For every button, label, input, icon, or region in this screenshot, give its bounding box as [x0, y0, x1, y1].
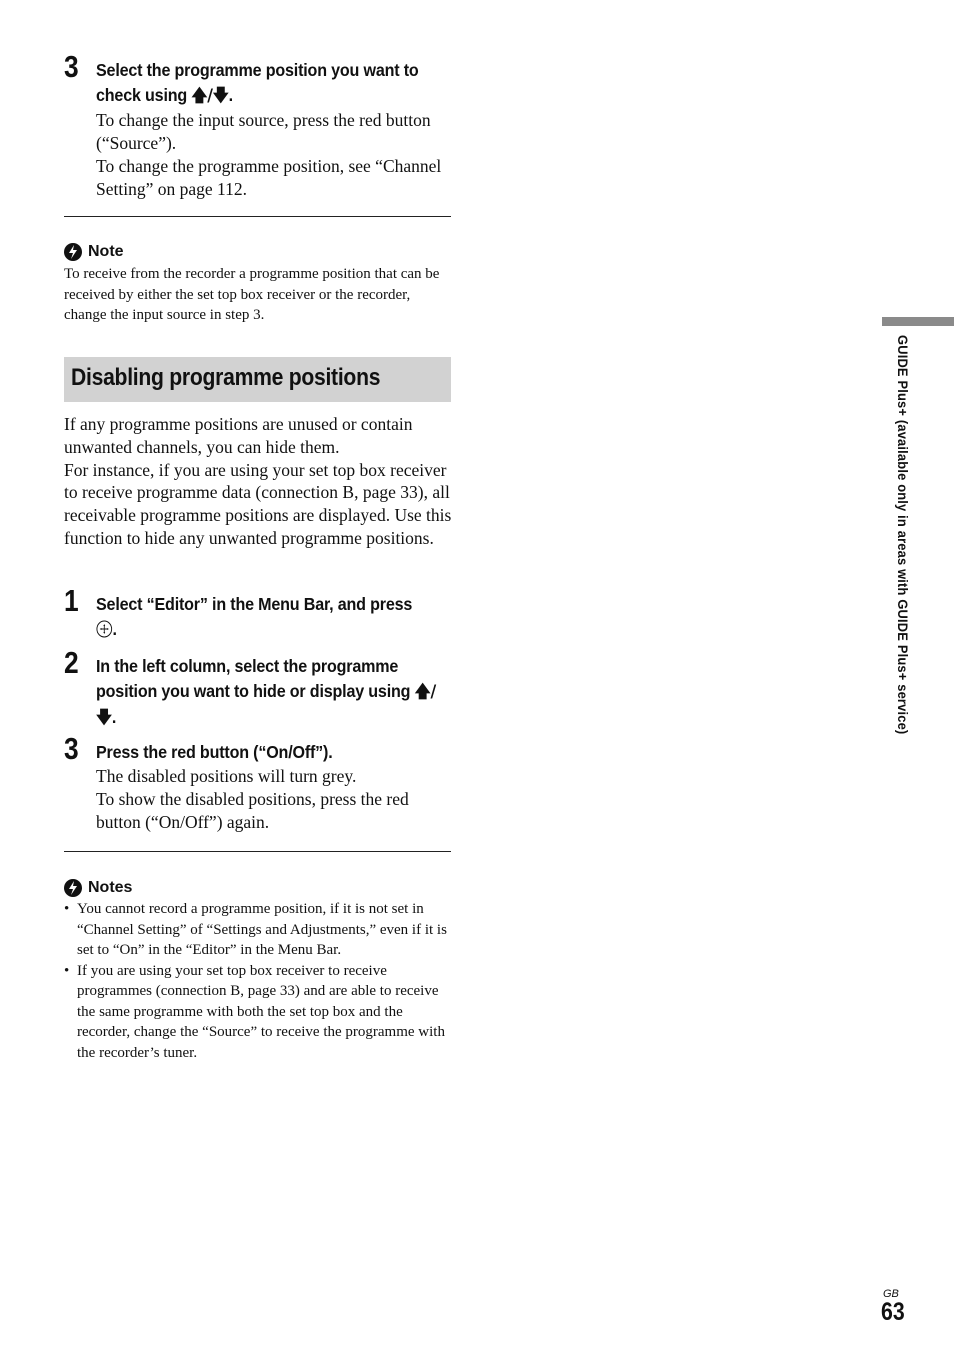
- note-heading: Note: [64, 243, 124, 261]
- language-code: GB: [883, 1288, 899, 1300]
- up-down-arrow-icon: 🡅/🡇: [96, 682, 437, 728]
- list-item: • If you are using your set top box receiver to receive programmes (connection B, page 33) and are able to receive the same programme with both the set top box and the recorder, change the “Source” to receive the programme with the recorder’s tuner.: [64, 961, 456, 1064]
- step-heading: Press the red button (“On/Off”).: [96, 742, 333, 762]
- section-intro: If any programme positions are unused or contain unwanted channels, you can hide them. For instance, if you are using your set top box receiver to receive programme data (connection B, page 33), all receivable programme positions are displayed. Use this function to hide any unwanted programme positions.: [64, 414, 452, 548]
- step-heading: Select “Editor” in the Menu Bar, and press .: [96, 594, 413, 639]
- note-icon: [64, 879, 82, 897]
- section-header: [64, 357, 451, 402]
- step-number: 2: [64, 645, 79, 680]
- note-text: To receive from the recorder a programme position that can be received by either the set top box receiver or the recorder, change the input source in step 3.: [64, 266, 440, 323]
- step-body: The disabled positions will turn grey. To show the disabled positions, press the red button (“On/Off”) again.: [96, 766, 409, 832]
- step-number: 1: [64, 583, 79, 618]
- side-tab-marker: [882, 317, 954, 326]
- note-icon: [64, 243, 82, 261]
- notes-heading: Notes: [64, 879, 132, 897]
- enter-button-icon: [96, 620, 113, 638]
- step-number: 3: [64, 731, 79, 766]
- step-3-red-button: [64, 731, 451, 834]
- step-2-select-position: [64, 645, 451, 731]
- step-3-select-position: [64, 49, 451, 201]
- step-heading: In the left column, select the programme position you want to hide or display using 🡅/🡇.: [96, 656, 437, 728]
- page-number: 63: [881, 1298, 905, 1326]
- section-title: Disabling programme positions: [71, 364, 381, 391]
- step-1-editor: [64, 583, 451, 642]
- up-down-arrow-icon: 🡅/🡇: [191, 86, 229, 106]
- notes-list: [64, 899, 456, 1063]
- list-item: • You cannot record a programme position, if it is not set in “Channel Setting” of “Settings and Adjustments,” even if it is set to “On” in the “Editor” in the Menu Bar.: [64, 899, 456, 961]
- step-body: To change the input source, press the red button (“Source”). To change the programme position, see “Channel Setting” on page 112.: [96, 110, 442, 199]
- step-number: 3: [64, 49, 79, 84]
- side-tab-label: GUIDE Plus+ (available only in areas with GUIDE Plus+ service): [895, 335, 911, 735]
- step-heading: Select the programme position you want to check using 🡅/🡇.: [96, 60, 419, 106]
- divider: [64, 216, 451, 217]
- divider: [64, 851, 451, 852]
